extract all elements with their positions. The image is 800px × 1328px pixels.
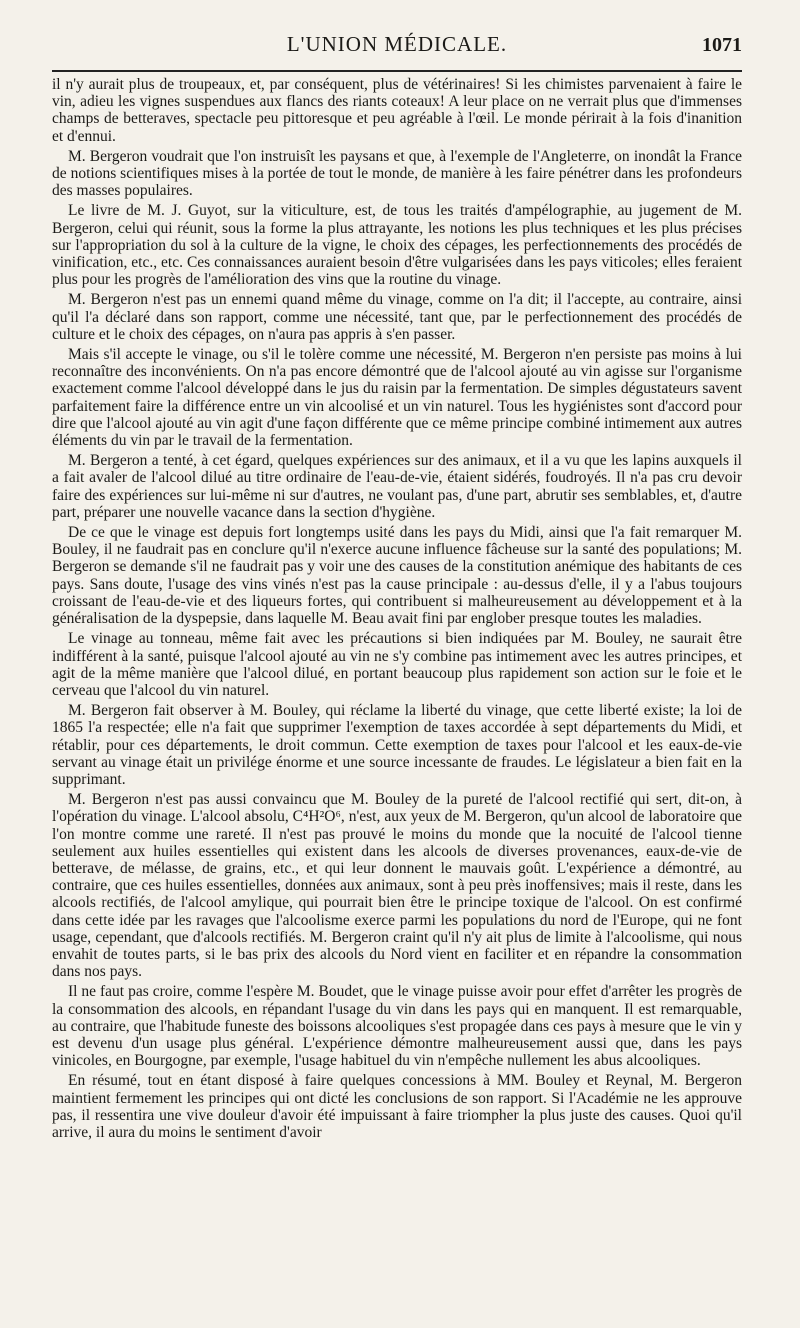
paragraph-3: Le livre de M. J. Guyot, sur la viticulture, est, de tous les traités d'ampélographie, au jugement de M. Bergeron, celui qui réunit, sous la forme la plus attrayante, les notions les plus techniques et les plus précises sur l'appropriation du sol à la culture de la vigne, le choix des cépages, les perfectionnements des procédés de vinification, etc., etc. Ces connaissances auraient besoin d'être vulgarisées dans les pays viticoles; elles feraient plus pour les progrès de l'amélioration des vins que la routine du vinage. xyxy=(52,202,742,289)
paragraph-9: M. Bergeron fait observer à M. Bouley, qui réclame la liberté du vinage, que cette liberté existe; la loi de 1865 l'a respectée; elle n'a fait que supprimer l'exemption de taxes accordée à sept départements du Midi, et rétablir, pour ces départements, le droit commun. Cette exemption de taxes pour l'alcool et les eaux-de-vie servant au vinage était un privilége énorme et une source incessante de fraudes. Le législateur a bien fait en la supprimant. xyxy=(52,702,742,788)
paragraph-6: M. Bergeron a tenté, à cet égard, quelques expériences sur des animaux, et il a vu que les lapins auxquels il a fait avaler de l'alcool dilué au titre ordinaire de l'eau-de-vie, étaient sidérés, foudroyés. Il n'a pas cru devoir faire des expériences sur lui-même ni sur d'autres, ne voulant pas, d'une part, abrutir ses semblables, et, d'autre part, préparer une nouvelle vacance dans la section d'hygiène. xyxy=(52,452,742,521)
paragraph-2: M. Bergeron voudrait que l'on instruisît les paysans et que, à l'exemple de l'Angleterre, on inondât la France de notions scientifiques mises à la portée de tout le monde, de manière à les faire pénétrer dans les profondeurs des masses populaires. xyxy=(52,147,742,200)
paragraph-5: Mais s'il accepte le vinage, ou s'il le tolère comme une nécessité, M. Bergeron n'en persiste pas moins à lui reconnaître des inconvénients. On n'a pas encore démontré que de l'alcool ajouté au vin agisse sur l'organisme exactement comme l'alcool développé dans le jus du raisin par la fermentation. De simples dégustateurs savent parfaitement faire la différence entre un vin alcoolisé et un vin naturel. Tous les hygiénistes sont d'accord pour dire que l'alcool ajouté au vin agit d'une façon différente que ce même principe combiné intimement aux autres éléments du vin par le travail de la fermentation. xyxy=(52,346,742,450)
page-header xyxy=(52,28,742,68)
paragraph-1: il n'y aurait plus de troupeaux, et, par conséquent, plus de vétérinaires! Si les chimistes parvenaient à faire le vin, adieu les vignes suspendues aux flancs des riants coteaux! A leur place on ne verrait plus que d'immenses champs de betteraves, spectacle peu pittoresque et peu agréable à l'œil. Le monde périrait à la fois d'inanition et d'ennui. xyxy=(52,76,742,145)
paragraph-7: De ce que le vinage est depuis fort longtemps usité dans les pays du Midi, ainsi que l'a fait remarquer M. Bouley, il ne faudrait pas en conclure qu'il n'exerce aucune influence fâcheuse sur la santé des populations; M. Bergeron se demande s'il ne faudrait pas y voir une des causes de la constitution anémique des habitants de ces pays. Sans doute, l'usage des vins vinés n'est pas la cause principale : au-dessus d'elle, il y a l'abus toujours croissant de l'eau-de-vie et des liqueurs fortes, qui contribuent si malheureusement au développement et à la généralisation de la dyspepsie, dans laquelle M. Beau avait fini par englober presque toutes les maladies. xyxy=(52,524,742,628)
paragraph-4: M. Bergeron n'est pas un ennemi quand même du vinage, comme on l'a dit; il l'accepte, au contraire, ainsi qu'il l'a déclaré dans son rapport, comme une nécessité, tant que, par le perfectionnement des procédés de culture et le choix des cépages, on n'aura pas appris à s'en passer. xyxy=(52,291,742,343)
paragraph-11: Il ne faut pas croire, comme l'espère M. Boudet, que le vinage puisse avoir pour effet d'arrêter les progrès de la consommation des alcools, en répandant l'usage du vin dans les pays qui en manquent. Il est remarquable, au contraire, que l'habitude funeste des boissons alcooliques s'est propagée dans ces pays à mesure que le vin y est devenu d'un usage plus général. L'expérience démontre malheureusement aussi que, dans les pays vinicoles, en Bourgogne, par exemple, l'usage habituel du vin n'empêche nullement les abus alcooliques. xyxy=(52,983,742,1070)
article-body xyxy=(52,76,742,1144)
page-number: 1071 xyxy=(702,34,742,56)
paragraph-8: Le vinage au tonneau, même fait avec les précautions si bien indiquées par M. Bouley, ne saurait être indifférent à la santé, puisque l'alcool ajouté au vin ne s'y combine pas intimement avec les autres principes, et agit de la même manière que l'alcool dilué, en portant beaucoup plus rapidement son action sur le foie et le cerveau que l'alcool du vin naturel. xyxy=(52,630,742,699)
journal-title: L'UNION MÉDICALE. xyxy=(286,32,508,56)
paragraph-10: M. Bergeron n'est pas aussi convaincu que M. Bouley de la pureté de l'alcool rectifié qui sert, dit-on, à l'opération du vinage. L'alcool absolu, C⁴H²O⁶, n'est, aux yeux de M. Bergeron, qu'un alcool de laboratoire que l'on montre comme une rareté. Il n'est pas prouvé le moins du monde que la nocuité de l'alcool tienne seulement aux huiles essentielles qui existent dans les alcools de diverses provenances, eaux-de-vie de betterave, de mélasse, de grains, etc., et qui leur donnent le mauvais goût. L'expérience a démontré, au contraire, que ces huiles essentielles, données aux animaux, sont à peu près inoffensives; mais il reste, dans les alcools rectifiés, de l'alcool amylique, qui pourrait bien être le principe toxique de l'alcool. On est confirmé dans cette idée par les ravages que l'alcoolisme exerce parmi les populations du nord de l'Europe, qui ne font usage, cependant, que d'alcools rectifiés. M. Bergeron craint qu'il n'y ait plus de limite à l'alcoolisme, qui nous envahit de toutes parts, si le bas prix des alcools du Nord vient en faciliter et en répandre la consommation dans nos pays. xyxy=(52,791,742,981)
header-rule xyxy=(52,70,742,72)
paragraph-12: En résumé, tout en étant disposé à faire quelques concessions à MM. Bouley et Reynal, M. Bergeron maintient fermement les principes qui ont dicté les conclusions de son rapport. Si l'Académie ne les approuve pas, il ressentira une vive douleur d'avoir été impuissant à faire triompher la plus juste des causes. Quoi qu'il arrive, il aura du moins le sentiment d'avoir xyxy=(52,1072,742,1141)
